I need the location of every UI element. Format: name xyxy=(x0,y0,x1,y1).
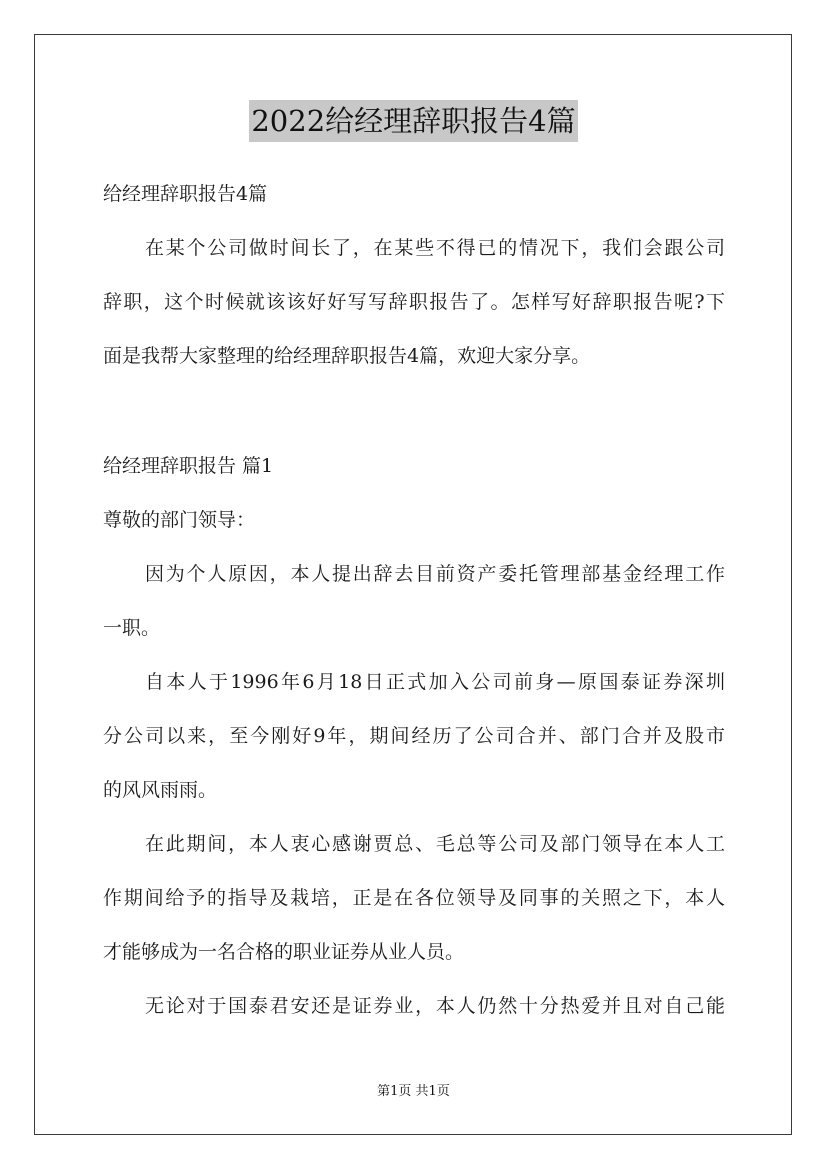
intro-line: 面是我帮大家整理的给经理辞职报告4篇，欢迎大家分享。 xyxy=(103,345,591,367)
paragraph-line: 一职。 xyxy=(103,617,161,639)
paragraph-line: 的风风雨雨。 xyxy=(103,779,218,801)
paragraph-line: 分公司以来，至今刚好9年，期间经历了公司合并、部门合并及股市 xyxy=(103,725,725,747)
document-title: 2022给经理辞职报告4篇 xyxy=(249,100,577,142)
title-container xyxy=(0,100,827,142)
paragraph-line: 在此期间，本人衷心感谢贾总、毛总等公司及部门领导在本人工 xyxy=(145,833,725,855)
section-heading: 给经理辞职报告 篇1 xyxy=(103,455,274,477)
salutation: 尊敬的部门领导： xyxy=(103,509,256,531)
document-subtitle: 给经理辞职报告4篇 xyxy=(103,183,268,205)
intro-line: 辞职，这个时候就该该好好写写辞职报告了。怎样写好辞职报告呢?下 xyxy=(103,291,725,313)
paragraph-line: 因为个人原因，本人提出辞去目前资产委托管理部基金经理工作 xyxy=(145,563,725,585)
paragraph-line: 无论对于国泰君安还是证券业，本人仍然十分热爱并且对自己能 xyxy=(145,995,725,1017)
paragraph-line: 才能够成为一名合格的职业证券从业人员。 xyxy=(103,941,465,963)
intro-line: 在某个公司做时间长了，在某些不得已的情况下，我们会跟公司 xyxy=(145,237,725,259)
paragraph-line: 作期间给予的指导及栽培，正是在各位领导及同事的关照之下，本人 xyxy=(103,887,725,909)
paragraph-line: 自本人于1996年6月18日正式加入公司前身—原国泰证券深圳 xyxy=(145,671,725,693)
page-footer: 第1页 共1页 xyxy=(377,1084,450,1099)
